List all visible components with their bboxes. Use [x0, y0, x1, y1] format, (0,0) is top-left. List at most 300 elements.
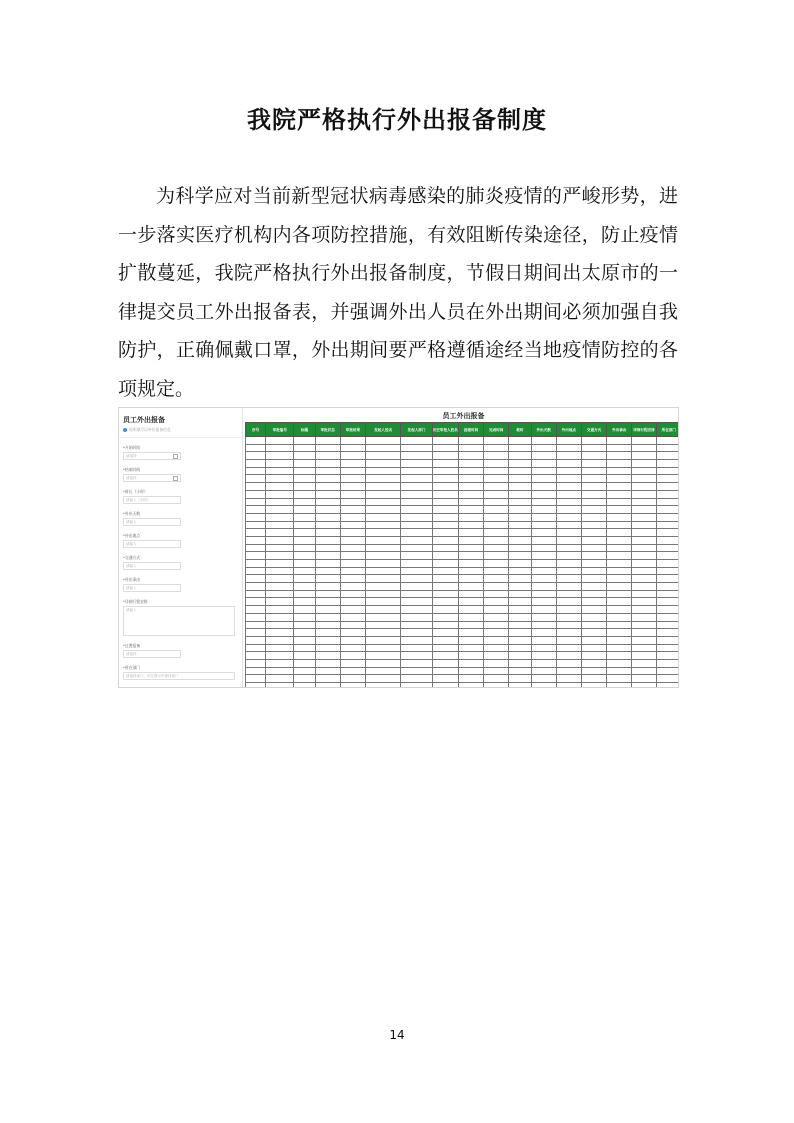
table-cell: [340, 659, 365, 667]
table-cell: [556, 444, 581, 452]
table-header-cell: 发起人部门: [401, 423, 432, 437]
table-cell: [340, 483, 365, 491]
table-cell: [484, 544, 509, 552]
table-cell: [556, 475, 581, 483]
table-cell: [401, 513, 432, 521]
table-cell: [581, 675, 606, 683]
table-cell: [401, 444, 432, 452]
table-cell: [401, 644, 432, 652]
form-field-label: [123, 511, 242, 516]
table-cell: [656, 513, 679, 521]
table-cell: [531, 536, 556, 544]
form-field: [123, 467, 242, 482]
table-cell: [315, 575, 340, 583]
table-cell: [340, 444, 365, 452]
table-cell: [340, 583, 365, 591]
table-cell: [531, 659, 556, 667]
table-cell: [656, 437, 679, 445]
table-header-cell: 详细行程安排: [632, 423, 656, 437]
table-cell: [607, 652, 632, 660]
table-cell: [458, 583, 483, 591]
table-cell: [509, 675, 531, 683]
table-cell: [294, 498, 315, 506]
table-cell: [315, 560, 340, 568]
table-cell: [484, 652, 509, 660]
table-cell: [581, 598, 606, 606]
table-cell: [531, 444, 556, 452]
table-cell: [581, 644, 606, 652]
table-cell: [294, 575, 315, 583]
table-cell: [432, 683, 458, 689]
table-cell: [531, 475, 556, 483]
table-cell: [656, 629, 679, 637]
table-cell: [432, 483, 458, 491]
table-cell: [458, 552, 483, 560]
form-field-input[interactable]: [123, 672, 235, 680]
table-header-cell: 标题: [294, 423, 315, 437]
table-row: [246, 683, 680, 689]
table-cell: [315, 675, 340, 683]
table-cell: [266, 529, 294, 537]
table-cell: [509, 498, 531, 506]
table-cell: [246, 552, 266, 560]
form-field-input[interactable]: [123, 562, 181, 570]
table-cell: [246, 467, 266, 475]
table-cell: [656, 552, 679, 560]
table-cell: [294, 567, 315, 575]
table-header-cell: 所在部门: [656, 423, 679, 437]
table-cell: [432, 521, 458, 529]
table-cell: [458, 590, 483, 598]
table-header-cell: 外出地点: [556, 423, 581, 437]
form-subtitle-text: 说明填写以外出报备信息: [129, 427, 171, 432]
table-cell: [315, 606, 340, 614]
table-cell: [509, 452, 531, 460]
table-cell: [607, 437, 632, 445]
table-cell: [607, 506, 632, 514]
table-cell: [315, 644, 340, 652]
table-cell: [266, 652, 294, 660]
table-cell: [401, 452, 432, 460]
table-cell: [246, 513, 266, 521]
table-cell: [340, 598, 365, 606]
table-cell: [266, 675, 294, 683]
form-field-input[interactable]: [123, 496, 181, 504]
table-cell: [531, 583, 556, 591]
form-field-input[interactable]: [123, 518, 181, 526]
table-cell: [246, 567, 266, 575]
table-cell: [581, 467, 606, 475]
table-cell: [401, 536, 432, 544]
table-row: [246, 606, 680, 614]
table-cell: [294, 598, 315, 606]
table-cell: [246, 652, 266, 660]
table-cell: [556, 483, 581, 491]
table-cell: [401, 606, 432, 614]
table-cell: [632, 583, 656, 591]
table-cell: [632, 498, 656, 506]
table-cell: [531, 452, 556, 460]
table-cell: [432, 659, 458, 667]
table-cell: [556, 652, 581, 660]
table-cell: [607, 544, 632, 552]
form-fields: [123, 445, 242, 680]
table-row: [246, 467, 680, 475]
table-header-cell: 审批编号: [266, 423, 294, 437]
table-cell: [484, 475, 509, 483]
table-cell: [340, 621, 365, 629]
form-field-label-text: 详细行程安排: [124, 599, 148, 604]
table-cell: [294, 583, 315, 591]
table-cell: [632, 644, 656, 652]
table-cell: [401, 529, 432, 537]
table-cell: [366, 452, 401, 460]
table-cell: [294, 667, 315, 675]
table-cell: [266, 575, 294, 583]
table-row: [246, 521, 680, 529]
table-cell: [294, 475, 315, 483]
table-cell: [531, 552, 556, 560]
table-row: [246, 544, 680, 552]
required-mark: *: [123, 643, 125, 648]
table-row: [246, 629, 680, 637]
table-cell: [458, 598, 483, 606]
table-cell: [607, 583, 632, 591]
table-cell: [340, 544, 365, 552]
table-cell: [294, 544, 315, 552]
table-cell: [509, 644, 531, 652]
table-cell: [294, 536, 315, 544]
table-cell: [340, 513, 365, 521]
form-field-input[interactable]: [123, 584, 181, 592]
table-cell: [458, 621, 483, 629]
table-cell: [581, 506, 606, 514]
form-field-placeholder: 请选择: [126, 454, 137, 458]
form-field-input[interactable]: [123, 650, 181, 658]
table-cell: [484, 444, 509, 452]
table-cell: [632, 460, 656, 468]
form-field-label-text: 结束时间: [124, 467, 141, 472]
table-cell: [484, 590, 509, 598]
table-cell: [246, 675, 266, 683]
table-cell: [607, 567, 632, 575]
table-cell: [531, 506, 556, 514]
table-cell: [509, 460, 531, 468]
table-cell: [531, 598, 556, 606]
table-cell: [266, 598, 294, 606]
table-row: [246, 498, 680, 506]
table-cell: [432, 452, 458, 460]
table-cell: [607, 644, 632, 652]
table-cell: [340, 490, 365, 498]
table-cell: [484, 437, 509, 445]
form-field: [123, 665, 242, 680]
table-cell: [484, 506, 509, 514]
table-cell: [556, 606, 581, 614]
table-cell: [458, 606, 483, 614]
table-cell: [531, 621, 556, 629]
table-row: [246, 644, 680, 652]
table-cell: [246, 521, 266, 529]
table-cell: [266, 667, 294, 675]
table-cell: [556, 636, 581, 644]
table-cell: [401, 590, 432, 598]
table-cell: [246, 636, 266, 644]
table-cell: [607, 490, 632, 498]
table-cell: [294, 506, 315, 514]
table-cell: [632, 437, 656, 445]
table-cell: [432, 544, 458, 552]
table-cell: [294, 483, 315, 491]
table-cell: [531, 529, 556, 537]
table-cell: [509, 467, 531, 475]
table-cell: [294, 552, 315, 560]
table-cell: [246, 536, 266, 544]
table-cell: [294, 644, 315, 652]
required-mark: *: [123, 665, 125, 670]
table-cell: [581, 444, 606, 452]
table-cell: [458, 452, 483, 460]
table-cell: [401, 437, 432, 445]
table-cell: [266, 536, 294, 544]
table-cell: [656, 460, 679, 468]
table-cell: [366, 475, 401, 483]
table-cell: [366, 513, 401, 521]
table-cell: [315, 683, 340, 689]
table-cell: [432, 506, 458, 514]
table-header-cell: 历史审批人姓名: [432, 423, 458, 437]
table-cell: [509, 444, 531, 452]
form-field-placeholder: 请选择部门，可在提示中查找部门: [126, 674, 179, 678]
form-field-label-text: 外出事由: [124, 577, 141, 582]
table-cell: [315, 659, 340, 667]
table-cell: [656, 583, 679, 591]
table-cell: [458, 567, 483, 575]
table-cell: [632, 483, 656, 491]
table-cell: [366, 483, 401, 491]
table-cell: [556, 683, 581, 689]
table-cell: [340, 529, 365, 537]
table-cell: [556, 598, 581, 606]
table-header-cell: 外出事由: [607, 423, 632, 437]
table-cell: [432, 575, 458, 583]
table-cell: [632, 444, 656, 452]
table-cell: [246, 683, 266, 689]
table-cell: [366, 560, 401, 568]
table-cell: [246, 667, 266, 675]
table-cell: [656, 575, 679, 583]
table-header-cell: 发起人姓名: [366, 423, 401, 437]
table-cell: [509, 475, 531, 483]
form-field-label-text: 交通方式: [124, 555, 141, 560]
table-cell: [432, 621, 458, 629]
table-cell: [656, 560, 679, 568]
table-cell: [581, 452, 606, 460]
table-header-cell: 交通方式: [581, 423, 606, 437]
table-row: [246, 460, 680, 468]
table-cell: [484, 621, 509, 629]
table-cell: [432, 675, 458, 683]
table-cell: [531, 437, 556, 445]
table-cell: [531, 636, 556, 644]
table-cell: [581, 521, 606, 529]
table-cell: [531, 467, 556, 475]
table-cell: [340, 460, 365, 468]
table-cell: [432, 513, 458, 521]
table-cell: [366, 521, 401, 529]
form-field: [123, 511, 242, 526]
table-row: [246, 444, 680, 452]
form-field-placeholder: 请输入: [126, 564, 137, 568]
table-cell: [632, 629, 656, 637]
table-cell: [366, 621, 401, 629]
form-field-label: [123, 467, 242, 472]
table-row: [246, 621, 680, 629]
table-cell: [246, 590, 266, 598]
table-cell: [401, 483, 432, 491]
table-cell: [484, 598, 509, 606]
table-cell: [458, 652, 483, 660]
table-cell: [315, 544, 340, 552]
table-cell: [509, 606, 531, 614]
table-cell: [294, 683, 315, 689]
table-cell: [315, 490, 340, 498]
form-field-label: [123, 489, 242, 494]
table-cell: [340, 521, 365, 529]
table-cell: [484, 467, 509, 475]
table-cell: [366, 490, 401, 498]
table-cell: [366, 437, 401, 445]
table-cell: [458, 506, 483, 514]
table-cell: [340, 475, 365, 483]
table-cell: [366, 590, 401, 598]
table-cell: [556, 506, 581, 514]
table-cell: [581, 490, 606, 498]
table-cell: [581, 498, 606, 506]
table-cell: [432, 583, 458, 591]
table-cell: [607, 552, 632, 560]
table-cell: [340, 590, 365, 598]
table-cell: [632, 560, 656, 568]
table-cell: [531, 644, 556, 652]
table-cell: [458, 529, 483, 537]
form-field-input[interactable]: [123, 540, 181, 548]
form-field-input[interactable]: [123, 606, 235, 636]
table-cell: [581, 621, 606, 629]
table-cell: [531, 683, 556, 689]
table-cell: [315, 444, 340, 452]
table-cell: [607, 460, 632, 468]
table-cell: [366, 683, 401, 689]
table-cell: [366, 467, 401, 475]
table-cell: [266, 567, 294, 575]
table-cell: [458, 536, 483, 544]
table-cell: [246, 475, 266, 483]
table-cell: [432, 667, 458, 675]
table-cell: [607, 606, 632, 614]
table-cell: [581, 575, 606, 583]
body-paragraph: 为科学应对当前新型冠状病毒感染的肺炎疫情的严峻形势，进一步落实医疗机构内各项防控措施，有效阻断传染途径，防止疫情扩散蔓延，我院严格执行外出报备制度，节假日期间出太原市的一律提交员工外出报备表，并强调外出人员在外出期间必须加强自我防护，正确佩戴口罩，外出期间要严格遵循途经当地疫情防控的各项规定。: [118, 185, 678, 400]
table-cell: [266, 606, 294, 614]
table-cell: [656, 613, 679, 621]
table-cell: [246, 506, 266, 514]
table-cell: [401, 460, 432, 468]
table-cell: [656, 467, 679, 475]
table-cell: [266, 490, 294, 498]
table-cell: [509, 652, 531, 660]
table-cell: [315, 467, 340, 475]
table-cell: [366, 460, 401, 468]
table-cell: [401, 636, 432, 644]
table-row: [246, 513, 680, 521]
table-cell: [581, 544, 606, 552]
table-cell: [531, 590, 556, 598]
form-field-input[interactable]: [123, 452, 181, 460]
table-cell: [484, 452, 509, 460]
table-cell: [484, 659, 509, 667]
table-cell: [294, 490, 315, 498]
table-cell: [581, 667, 606, 675]
table-cell: [531, 490, 556, 498]
table-cell: [340, 644, 365, 652]
table-cell: [484, 529, 509, 537]
table-cell: [432, 629, 458, 637]
table-cell: [656, 521, 679, 529]
table-cell: [484, 567, 509, 575]
form-field-placeholder: 请选择: [126, 476, 137, 480]
table-cell: [556, 552, 581, 560]
table-cell: [458, 575, 483, 583]
table-cell: [458, 659, 483, 667]
table-cell: [266, 683, 294, 689]
table-cell: [556, 675, 581, 683]
table-cell: [581, 483, 606, 491]
table-header-row: [246, 423, 680, 437]
table-cell: [556, 544, 581, 552]
table-cell: [484, 560, 509, 568]
table-cell: [458, 498, 483, 506]
table-cell: [246, 444, 266, 452]
table-row: [246, 452, 680, 460]
table-header-cell: 完成时间: [484, 423, 509, 437]
table-cell: [656, 483, 679, 491]
table-cell: [509, 437, 531, 445]
table-cell: [315, 536, 340, 544]
table-row: [246, 575, 680, 583]
table-cell: [266, 483, 294, 491]
table-cell: [294, 629, 315, 637]
table-cell: [484, 552, 509, 560]
table-cell: [509, 683, 531, 689]
table-cell: [484, 683, 509, 689]
form-field: [123, 489, 242, 504]
table-cell: [340, 552, 365, 560]
table-cell: [556, 529, 581, 537]
table-cell: [432, 598, 458, 606]
table-cell: [401, 506, 432, 514]
table-cell: [366, 675, 401, 683]
table-header-cell: 序号: [246, 423, 266, 437]
table-cell: [315, 598, 340, 606]
table-cell: [246, 575, 266, 583]
table-cell: [632, 598, 656, 606]
table-cell: [294, 621, 315, 629]
table-cell: [366, 498, 401, 506]
table-cell: [401, 544, 432, 552]
table-cell: [266, 552, 294, 560]
table-cell: [340, 675, 365, 683]
form-field-input[interactable]: [123, 474, 181, 482]
